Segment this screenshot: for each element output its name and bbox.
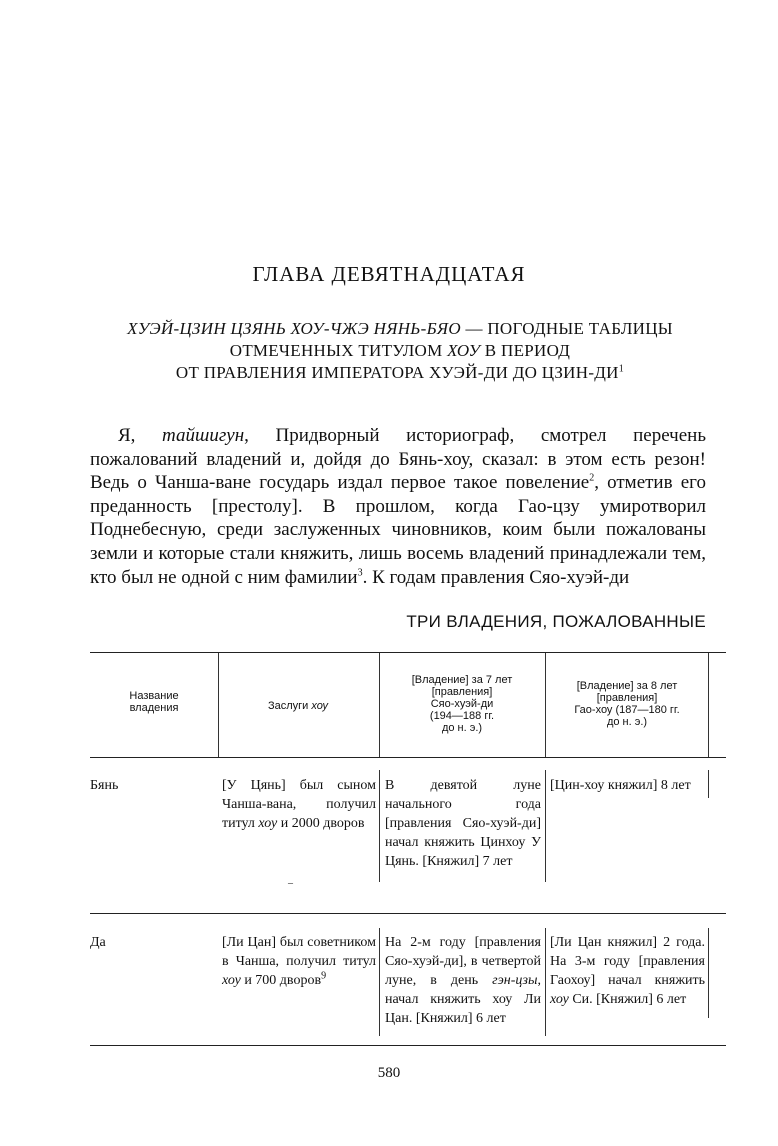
row2-name: Да: [90, 935, 106, 950]
header-gao-hou: [Владение] за 8 лет [правления] Гао-хоу (187—180 гг. до н. э.): [574, 680, 680, 728]
row2-merit-note: 9: [321, 970, 327, 982]
para-footnote-ref-2: 2: [589, 472, 595, 484]
row2-merit-italic: хоу: [222, 973, 241, 988]
col-divider-2-header: [379, 653, 380, 757]
table-bottom-rule: [90, 1045, 726, 1046]
para-footnote-ref-3: 3: [357, 567, 363, 579]
row2-merit-a: [Ли Цан] был советником в Чанша, получил титул: [222, 935, 376, 969]
subtitle-line2-italic: ХОУ: [447, 341, 481, 360]
row2-col4-a: [Ли Цан княжил] 2 года. На 3-м году [правления Гаохоу] начал княжить: [550, 935, 705, 988]
header-bottom-rule: [90, 757, 726, 758]
stray-mark: –: [288, 878, 293, 889]
col-divider-3-row2: [545, 928, 546, 1036]
subtitle-line3: ОТ ПРАВЛЕНИЯ ИМПЕРАТОРА ХУЭЙ-ДИ ДО ЦЗИН-ДИ: [175, 363, 619, 382]
row1-name: Бянь: [90, 778, 119, 793]
col-divider-4-row2: [708, 928, 709, 1018]
row2-col4-italic: хоу: [550, 992, 569, 1007]
subtitle-transliteration: ХУЭЙ-ЦЗИН ЦЗЯНЬ ХОУ-ЧЖЭ НЯНЬ-БЯО: [127, 319, 461, 338]
subtitle-line2-b: В ПЕРИОД: [480, 341, 571, 360]
row-separator-rule: [90, 913, 726, 914]
row2-col3-b: , начал княжить хоу Ли Цан. [Княжил] 6 лет: [385, 973, 541, 1026]
para-italic-term: тайшигун: [162, 425, 245, 446]
row2-merit: [222, 933, 376, 990]
row1-merit-b: и 2000 дворов: [277, 816, 365, 831]
para-start: Я,: [118, 425, 163, 446]
row2-col3-a: На 2-м году [правления Сяо-хуэй-ди], в четвертой луне, в день: [385, 935, 541, 988]
col-divider-3-header: [545, 653, 546, 757]
subtitle-line2-a: ОТМЕЧЕННЫХ ТИТУЛОМ: [229, 341, 448, 360]
col-divider-3-row1: [545, 770, 546, 882]
row1-merit-italic: хоу: [258, 816, 278, 831]
chapter-title: ГЛАВА ДЕВЯТНАДЦАТАЯ: [252, 262, 526, 286]
row2-col4-b: Си. [Княжил] 6 лет: [568, 992, 687, 1007]
col-divider-1-header: [218, 653, 219, 757]
row1-xiao-hui-di: [385, 776, 541, 871]
table-caption: ТРИ ВЛАДЕНИЯ, ПОЖАЛОВАННЫЕ: [406, 612, 706, 631]
row2-gao-hou: [550, 933, 705, 1009]
row1-gao-hou: [550, 776, 705, 795]
row1-col3-a: В девятой луне начального года [правления Сяо-хуэй-ди] начал княжить Цинхоу У Цянь. [Княжил] 7 лет: [385, 778, 541, 869]
subtitle-footnote-ref: 1: [618, 363, 625, 375]
chapter-subtitle: [60, 318, 740, 384]
para-part1: , Придворный историограф, смотрел перечень пожалований владений и, дойдя до Бянь-хоу, сказал: в этом есть резон! Ведь о Чанша-ване государь издал первое такое повеление: [90, 425, 706, 494]
intro-paragraph: [90, 424, 706, 589]
row1-col4-a: [Цин-хоу княжил] 8 лет: [550, 778, 691, 793]
header-merits-italic: хоу: [311, 700, 329, 712]
row1-merit-a: [У Цянь] был сыном Чанша-вана, получил титул: [222, 778, 376, 831]
header-xiao-hui-di: [Владение] за 7 лет [правления] Сяо-хуэй-ди (194—188 гг. до н. э.): [411, 674, 513, 734]
col-divider-2-row2: [379, 928, 380, 1036]
header-name: Название владения: [129, 690, 179, 714]
row2-xiao-hui-di: [385, 933, 541, 1028]
subtitle-line1-rest: — ПОГОДНЫЕ ТАБЛИЦЫ: [460, 319, 673, 338]
header-merits: [222, 700, 374, 712]
col-divider-2-row1: [379, 770, 380, 882]
row1-merit: [222, 776, 376, 833]
col-divider-4-header: [708, 653, 709, 757]
row2-merit-b: и 700 дворов: [240, 973, 322, 988]
header-merits-text: Заслуги: [267, 700, 312, 712]
para-part3: . К годам правления Сяо-хуэй-ди: [362, 566, 630, 588]
table-top-rule: [90, 652, 726, 653]
page-number: 580: [377, 1065, 401, 1081]
col-divider-4-row1: [708, 770, 709, 798]
para-part2: , отметив его преданность [престолу]. В прошлом, когда Гао-цзу умиротворил Поднебесную, среди заслуженных чиновников, коим были пожалованы земли и которые стали княжить, лишь восемь владений принадлежали тем, кто был не одной с ним фамилии: [90, 472, 706, 588]
row2-col3-italic: гэн-цзы: [492, 973, 538, 988]
